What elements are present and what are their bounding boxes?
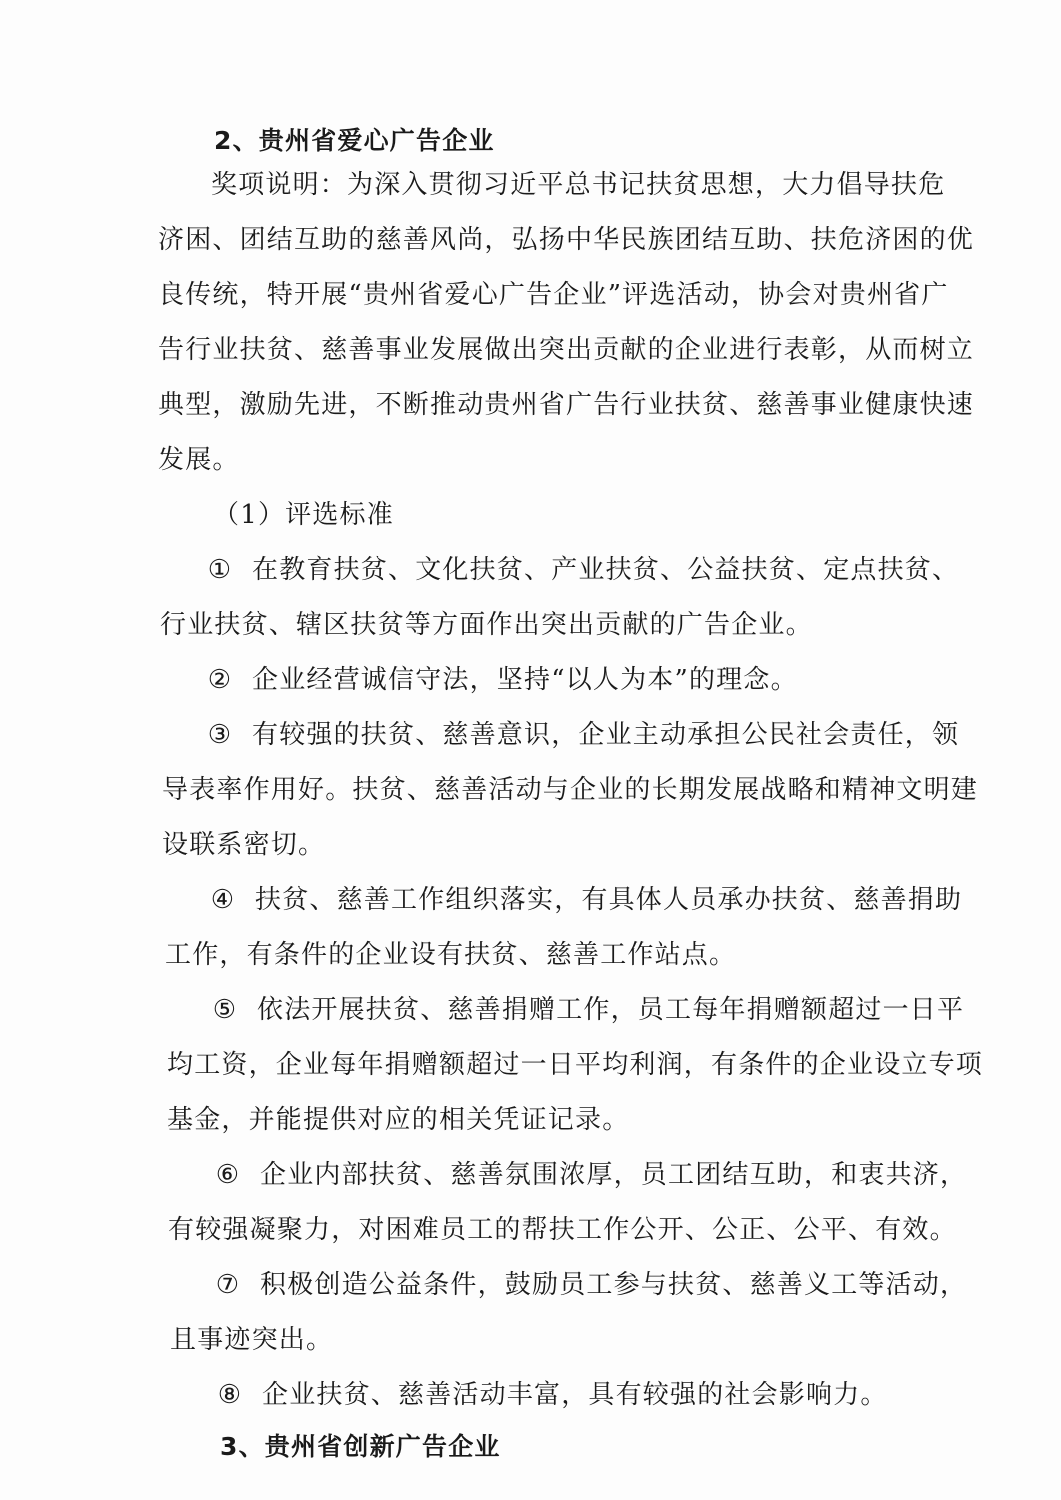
description-line: 奖项说明：为深入贯彻习近平总书记扶贫思想，大力倡导扶危 (211, 170, 946, 200)
criterion-text: 企业扶贫、慈善活动丰富，具有较强的社会影响力。 (262, 1380, 888, 1410)
criterion-text: 在教育扶贫、文化扶贫、产业扶贫、公益扶贫、定点扶贫、 (252, 555, 960, 585)
criterion-text: 基金，并能提供对应的相关凭证记录。 (167, 1105, 630, 1135)
criterion-text: 行业扶贫、辖区扶贫等方面作出突出贡献的广告企业。 (160, 610, 813, 640)
criterion-text: 设联系密切。 (162, 830, 326, 860)
criterion-text: 积极创造公益条件，鼓励员工参与扶贫、慈善义工等活动， (260, 1270, 968, 1300)
criterion-item (209, 883, 962, 917)
criteria-heading: （1）评选标准 (213, 500, 394, 530)
description-line: 良传统，特开展“贵州省爱心广告企业”评选活动，协会对贵州省广 (158, 280, 949, 310)
criterion-number: ① (207, 555, 233, 585)
criterion-item (206, 718, 959, 752)
criterion-number: ⑧ (217, 1380, 243, 1410)
description-line: 典型，激励先进，不断推动贵州省广告行业扶贫、慈善事业健康快速 (158, 390, 975, 420)
description-line: 济困、团结互助的慈善风尚，弘扬中华民族团结互助、扶危济困的优 (158, 225, 975, 255)
criterion-text: 企业内部扶贫、慈善氛围浓厚，员工团结互助，和衷共济， (260, 1160, 968, 1190)
criterion-number: ④ (210, 885, 236, 915)
description-line: 发展。 (158, 445, 240, 475)
criterion-number: ⑥ (215, 1160, 241, 1190)
criterion-text: 有较强的扶贫、慈善意识，企业主动承担公民社会责任，领 (252, 720, 960, 750)
section-3-heading: 3、贵州省创新广告企业 (220, 1432, 501, 1461)
criterion-item (214, 1158, 967, 1192)
criterion-text: 企业经营诚信守法，坚持“以人为本”的理念。 (252, 665, 798, 695)
criterion-number: ⑦ (215, 1270, 241, 1300)
section-2-heading: 2、贵州省爱心广告企业 (214, 126, 495, 155)
criterion-text: 有较强凝聚力，对困难员工的帮扶工作公开、公正、公平、有效。 (168, 1215, 957, 1245)
criterion-number: ② (207, 665, 233, 695)
criterion-text: 且事迹突出。 (170, 1325, 334, 1355)
criterion-number: ⑤ (212, 995, 238, 1025)
criterion-item (214, 1268, 967, 1302)
criterion-text: 扶贫、慈善工作组织落实，有具体人员承办扶贫、慈善捐助 (255, 885, 963, 915)
criterion-text: 工作，有条件的企业设有扶贫、慈善工作站点。 (165, 940, 737, 970)
criterion-item (206, 663, 798, 697)
criterion-number: ③ (207, 720, 233, 750)
criterion-text: 导表率作用好。扶贫、慈善活动与企业的长期发展战略和精神文明建 (162, 775, 979, 805)
criterion-item (206, 553, 959, 587)
criterion-item (211, 993, 964, 1027)
criterion-text: 均工资，企业每年捐赠额超过一日平均利润，有条件的企业设立专项 (167, 1050, 984, 1080)
criterion-text: 依法开展扶贫、慈善捐赠工作，员工每年捐赠额超过一日平 (257, 995, 965, 1025)
criterion-item (216, 1378, 888, 1412)
description-line: 告行业扶贫、慈善事业发展做出突出贡献的企业进行表彰，从而树立 (158, 335, 975, 365)
